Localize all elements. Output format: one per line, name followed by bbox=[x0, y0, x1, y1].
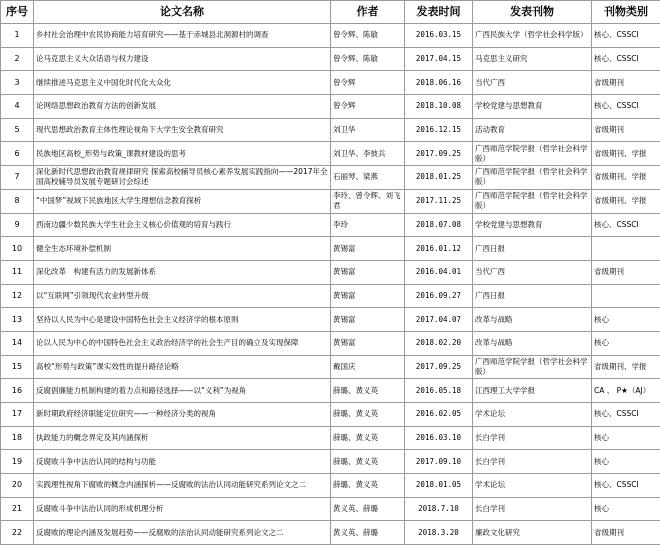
cell-author: 黄锡富 bbox=[331, 331, 405, 355]
cell-no: 20 bbox=[1, 474, 34, 498]
cell-journal: 廉政文化研究 bbox=[473, 521, 592, 545]
cell-category: 省级期刊、学报 bbox=[592, 189, 660, 213]
table-row bbox=[1, 403, 660, 427]
cell-date: 2018.01.05 bbox=[405, 474, 473, 498]
table-row bbox=[1, 189, 660, 213]
cell-date: 2016.05.18 bbox=[405, 379, 473, 403]
cell-category bbox=[592, 284, 660, 308]
header-author: 作者 bbox=[331, 1, 405, 24]
cell-author: 石丽琴、梁燕 bbox=[331, 166, 405, 190]
cell-date: 2016.04.01 bbox=[405, 260, 473, 284]
table-body bbox=[1, 24, 660, 545]
cell-title: 深化新时代思想政治教育规律研究 探索高校辅导员核心素养发展实践指向——2017年全国高校辅导员发展专题研讨会综述 bbox=[34, 166, 331, 190]
cell-title: 以“互联网”引领现代农业转型升级 bbox=[34, 284, 331, 308]
cell-no: 15 bbox=[1, 355, 34, 379]
cell-author: 刘卫华、李彼兵 bbox=[331, 142, 405, 166]
cell-no: 14 bbox=[1, 331, 34, 355]
cell-journal: 长白学刊 bbox=[473, 497, 592, 521]
cell-author: 薛璐、黄义英 bbox=[331, 474, 405, 498]
cell-journal: 改革与战略 bbox=[473, 331, 592, 355]
cell-title: 深化改革 构建有活力的发展新体系 bbox=[34, 260, 331, 284]
cell-no: 1 bbox=[1, 24, 34, 48]
cell-journal: 广西师范学院学报（哲学社会科学版） bbox=[473, 355, 592, 379]
table-row bbox=[1, 284, 660, 308]
cell-date: 2018.3.20 bbox=[405, 521, 473, 545]
cell-no: 4 bbox=[1, 95, 34, 119]
table-row bbox=[1, 47, 660, 71]
cell-category: 核心 bbox=[592, 497, 660, 521]
cell-date: 2018.7.10 bbox=[405, 497, 473, 521]
cell-title: 反腐败的理论内涵及发展趋势——反腐败的法治认同动能研究系列论文之二 bbox=[34, 521, 331, 545]
cell-category: 省级期刊 bbox=[592, 71, 660, 95]
cell-journal: 学术论坛 bbox=[473, 474, 592, 498]
cell-journal: 广西师范学院学报（哲学社会科学版） bbox=[473, 189, 592, 213]
cell-category: CA 、 P★（AJ） bbox=[592, 379, 660, 403]
cell-journal: 广西师范学院学报（哲学社会科学版） bbox=[473, 166, 592, 190]
table-row bbox=[1, 450, 660, 474]
cell-date: 2016.12.15 bbox=[405, 118, 473, 142]
cell-journal: 学校党建与思想教育 bbox=[473, 95, 592, 119]
cell-date: 2017.04.07 bbox=[405, 308, 473, 332]
cell-title: 反腐倡廉能力机制构建的着力点和路径选择——以“义利”为视角 bbox=[34, 379, 331, 403]
cell-no: 6 bbox=[1, 142, 34, 166]
cell-author: 黄锡富 bbox=[331, 284, 405, 308]
cell-date: 2016.09.27 bbox=[405, 284, 473, 308]
cell-date: 2018.02.20 bbox=[405, 331, 473, 355]
cell-journal: 广西民族大学（哲学社会科学版） bbox=[473, 24, 592, 48]
cell-no: 10 bbox=[1, 237, 34, 261]
cell-category bbox=[592, 237, 660, 261]
cell-category: 核心、CSSCI bbox=[592, 213, 660, 237]
cell-journal: 江西理工大学学报 bbox=[473, 379, 592, 403]
cell-date: 2018.07.08 bbox=[405, 213, 473, 237]
cell-date: 2017.04.15 bbox=[405, 47, 473, 71]
table-row bbox=[1, 521, 660, 545]
cell-title: 民族地区高校_形势与政策_课教材建设的思考 bbox=[34, 142, 331, 166]
cell-author: 黄锡富 bbox=[331, 237, 405, 261]
cell-title: 乡村社会治理中农民协商能力培育研究——基于赤城县北洞源村的调查 bbox=[34, 24, 331, 48]
cell-author: 曾令辉、陈敏 bbox=[331, 47, 405, 71]
cell-author: 薛璐、黄义英 bbox=[331, 450, 405, 474]
table-row bbox=[1, 260, 660, 284]
cell-journal: 广西师范学院学报（哲学社会科学版） bbox=[473, 142, 592, 166]
cell-date: 2018.10.08 bbox=[405, 95, 473, 119]
cell-author: 曾令辉、陈敏 bbox=[331, 24, 405, 48]
cell-title: “中国梦”视域下民族地区大学生理想信念教育探析 bbox=[34, 189, 331, 213]
cell-author: 戴国庆 bbox=[331, 355, 405, 379]
cell-category: 核心、CSSCI bbox=[592, 95, 660, 119]
cell-author: 薛璐、黄义英 bbox=[331, 379, 405, 403]
cell-author: 李玲 bbox=[331, 213, 405, 237]
cell-author: 曾令辉 bbox=[331, 95, 405, 119]
cell-journal: 广西日报 bbox=[473, 237, 592, 261]
cell-date: 2016.01.12 bbox=[405, 237, 473, 261]
cell-title: 健全生态环境补偿机制 bbox=[34, 237, 331, 261]
cell-title: 坚持以人民为中心是建设中国特色社会主义经济学的根本原则 bbox=[34, 308, 331, 332]
cell-category: 核心 bbox=[592, 450, 660, 474]
cell-journal: 活动教育 bbox=[473, 118, 592, 142]
table-row bbox=[1, 166, 660, 190]
cell-journal: 改革与战略 bbox=[473, 308, 592, 332]
cell-title: 实践理性视角下腐败的概念内涵探析——反腐败的法治认同动能研究系列论文之二 bbox=[34, 474, 331, 498]
table-row bbox=[1, 142, 660, 166]
header-date: 发表时间 bbox=[405, 1, 473, 24]
table-row bbox=[1, 24, 660, 48]
cell-category: 省级期刊、学报 bbox=[592, 142, 660, 166]
cell-title: 继续推进马克思主义中国化时代化大众化 bbox=[34, 71, 331, 95]
table-row bbox=[1, 426, 660, 450]
cell-journal: 当代广西 bbox=[473, 71, 592, 95]
cell-category: 省级期刊 bbox=[592, 521, 660, 545]
cell-journal: 学术论坛 bbox=[473, 403, 592, 427]
table-row bbox=[1, 379, 660, 403]
table-row bbox=[1, 497, 660, 521]
cell-title: 论网络思想政治教育方法的创新发展 bbox=[34, 95, 331, 119]
cell-title: 论马克思主义大众话语与权力建设 bbox=[34, 47, 331, 71]
cell-date: 2017.09.25 bbox=[405, 355, 473, 379]
table-row bbox=[1, 355, 660, 379]
cell-journal: 长白学刊 bbox=[473, 450, 592, 474]
header-category: 刊物类别 bbox=[592, 1, 660, 24]
cell-category: 核心 bbox=[592, 331, 660, 355]
cell-category: 核心、CSSCI bbox=[592, 24, 660, 48]
cell-title: 现代思想政治教育主体性理论视角下大学生安全教育研究 bbox=[34, 118, 331, 142]
cell-no: 3 bbox=[1, 71, 34, 95]
table-row bbox=[1, 331, 660, 355]
cell-author: 黄锡富 bbox=[331, 308, 405, 332]
cell-author: 薛璐、黄义英 bbox=[331, 403, 405, 427]
cell-no: 7 bbox=[1, 166, 34, 190]
cell-journal: 马克思主义研究 bbox=[473, 47, 592, 71]
table-row bbox=[1, 118, 660, 142]
table-row bbox=[1, 213, 660, 237]
cell-no: 5 bbox=[1, 118, 34, 142]
cell-no: 8 bbox=[1, 189, 34, 213]
cell-no: 22 bbox=[1, 521, 34, 545]
cell-category: 核心、CSSCI bbox=[592, 403, 660, 427]
cell-title: 西南边疆少数民族大学生社会主义核心价值观的培育与践行 bbox=[34, 213, 331, 237]
cell-title: 反腐败斗争中法治认同的结构与功能 bbox=[34, 450, 331, 474]
cell-author: 李玲、曾令辉、刘飞君 bbox=[331, 189, 405, 213]
header-row bbox=[1, 1, 660, 24]
cell-author: 曾令辉 bbox=[331, 71, 405, 95]
cell-no: 18 bbox=[1, 426, 34, 450]
table-row bbox=[1, 71, 660, 95]
cell-category: 省级期刊 bbox=[592, 118, 660, 142]
table-row bbox=[1, 237, 660, 261]
cell-date: 2016.02.05 bbox=[405, 403, 473, 427]
header-no: 序号 bbox=[1, 1, 34, 24]
cell-no: 13 bbox=[1, 308, 34, 332]
cell-no: 9 bbox=[1, 213, 34, 237]
cell-author: 薛璐、黄义英 bbox=[331, 426, 405, 450]
header-title: 论文名称 bbox=[34, 1, 331, 24]
cell-no: 21 bbox=[1, 497, 34, 521]
cell-date: 2018.06.16 bbox=[405, 71, 473, 95]
cell-date: 2017.11.25 bbox=[405, 189, 473, 213]
cell-category: 核心、CSSCI bbox=[592, 47, 660, 71]
cell-journal: 当代广西 bbox=[473, 260, 592, 284]
table-row bbox=[1, 308, 660, 332]
cell-title: 论以人民为中心的中国特色社会主义政治经济学的社会生产目的确立及实现保障 bbox=[34, 331, 331, 355]
cell-no: 11 bbox=[1, 260, 34, 284]
cell-title: 执政能力的概念界定及其内涵探析 bbox=[34, 426, 331, 450]
cell-category: 核心 bbox=[592, 308, 660, 332]
cell-date: 2016.03.15 bbox=[405, 24, 473, 48]
cell-journal: 长白学刊 bbox=[473, 426, 592, 450]
cell-category: 核心、CSSCI bbox=[592, 474, 660, 498]
cell-author: 黄锡富 bbox=[331, 260, 405, 284]
cell-author: 黄义英、薛璐 bbox=[331, 497, 405, 521]
cell-no: 2 bbox=[1, 47, 34, 71]
cell-date: 2017.09.10 bbox=[405, 450, 473, 474]
cell-no: 16 bbox=[1, 379, 34, 403]
cell-title: 高校“形势与政策”课实效性的提升路径论略 bbox=[34, 355, 331, 379]
cell-category: 省级期刊、学报 bbox=[592, 166, 660, 190]
cell-no: 17 bbox=[1, 403, 34, 427]
cell-journal: 学校党建与思想教育 bbox=[473, 213, 592, 237]
header-journal: 发表刊物 bbox=[473, 1, 592, 24]
table-row bbox=[1, 474, 660, 498]
cell-author: 黄义英、薛璐 bbox=[331, 521, 405, 545]
cell-date: 2016.03.10 bbox=[405, 426, 473, 450]
cell-title: 新时期政府经济职能定位研究——一种经济分类的视角 bbox=[34, 403, 331, 427]
cell-journal: 广西日报 bbox=[473, 284, 592, 308]
cell-no: 12 bbox=[1, 284, 34, 308]
cell-date: 2017.09.25 bbox=[405, 142, 473, 166]
cell-title: 反腐败斗争中法治认同的形成机理分析 bbox=[34, 497, 331, 521]
cell-no: 19 bbox=[1, 450, 34, 474]
cell-date: 2018.01.25 bbox=[405, 166, 473, 190]
table-row bbox=[1, 95, 660, 119]
cell-category: 省级期刊、学报 bbox=[592, 355, 660, 379]
cell-author: 刘卫华 bbox=[331, 118, 405, 142]
cell-category: 省级期刊 bbox=[592, 260, 660, 284]
cell-category: 核心 bbox=[592, 426, 660, 450]
